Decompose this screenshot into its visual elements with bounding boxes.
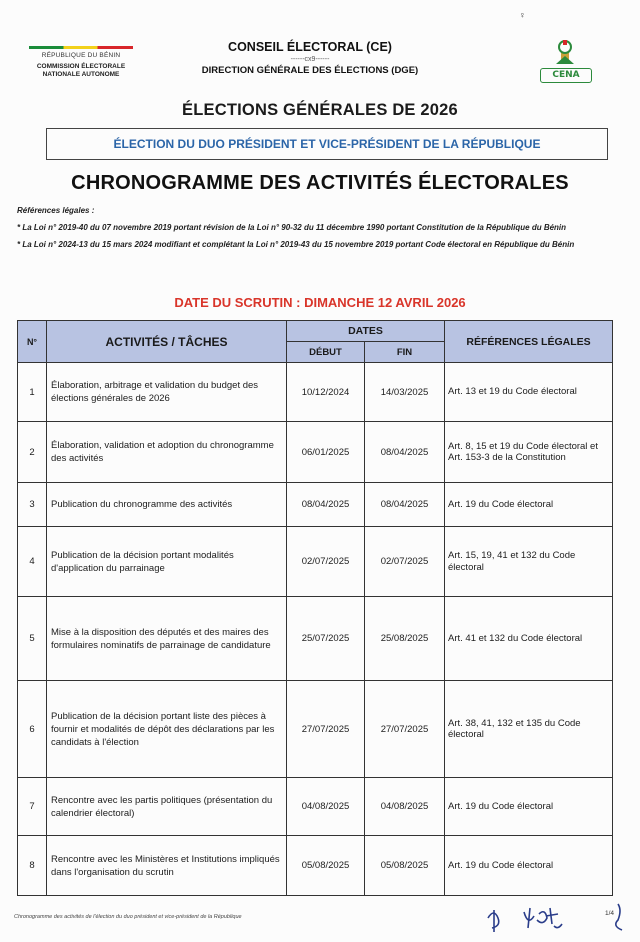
table-row <box>18 527 613 597</box>
header-start: DÉBUT <box>287 342 365 363</box>
header-refs: RÉFÉRENCES LÉGALES <box>445 321 613 363</box>
footer-note: Chronogramme des activités de l'élection du duo président et vice-président de la République <box>14 914 242 920</box>
row-num: 7 <box>18 778 47 836</box>
row-ref: Art. 38, 41, 132 et 135 du Code électoral <box>445 681 613 778</box>
row-activity: Publication de la décision portant modalités d'application du parrainage <box>47 527 287 597</box>
election-subtitle: ÉLECTION DU DUO PRÉSIDENT ET VICE-PRÉSIDENT DE LA RÉPUBLIQUE <box>46 128 608 160</box>
row-activity: Rencontre avec les partis politiques (présentation du calendrier électoral) <box>47 778 287 836</box>
election-date: DATE DU SCRUTIN : DIMANCHE 12 AVRIL 2026 <box>174 295 466 310</box>
commission-line-1: COMMISSION ÉLECTORALE <box>36 63 126 70</box>
ornament: ------cx9------ <box>290 56 330 63</box>
row-end: 25/08/2025 <box>365 597 445 681</box>
row-activity: Rencontre avec les Ministères et Institutions impliqués dans l'organisation du scrutin <box>47 836 287 896</box>
row-end: 04/08/2025 <box>365 778 445 836</box>
row-ref: Art. 19 du Code électoral <box>445 483 613 527</box>
row-ref: Art. 41 et 132 du Code électoral <box>445 597 613 681</box>
document-title: ÉLECTIONS GÉNÉRALES DE 2026 <box>182 101 458 119</box>
table-row <box>18 681 613 778</box>
table-row <box>18 422 613 483</box>
row-start: 06/01/2025 <box>287 422 365 483</box>
header-left <box>22 46 140 78</box>
row-start: 08/04/2025 <box>287 483 365 527</box>
reference-item-2: * La Loi n° 2024-13 du 15 mars 2024 modifiant et complétant la Loi n° 2019-43 du 15 novembre 2019 portant Code électoral en République du Bénin <box>17 240 575 249</box>
republic-label: RÉPUBLIQUE DU BÉNIN <box>41 52 121 59</box>
row-ref: Art. 15, 19, 41 et 132 du Code électoral <box>445 527 613 597</box>
activities-table <box>17 320 613 896</box>
row-num: 2 <box>18 422 47 483</box>
row-num: 4 <box>18 527 47 597</box>
reference-item-1: * La Loi n° 2019-40 du 07 novembre 2019 portant révision de la Loi n° 90-32 du 11 décembre 1990 portant Constitution de la République du Bénin <box>17 223 567 232</box>
emblem-icon <box>552 38 578 66</box>
header-num: N° <box>18 321 47 363</box>
table-row <box>18 483 613 527</box>
table-row <box>18 363 613 422</box>
commission-line-2: NATIONALE AUTONOME <box>42 70 120 78</box>
chronogram-heading: CHRONOGRAMME DES ACTIVITÉS ÉLECTORALES <box>71 172 569 194</box>
page-number: 1/4 <box>605 910 615 917</box>
row-ref: Art. 19 du Code électoral <box>445 836 613 896</box>
row-activity: Élaboration, arbitrage et validation du budget des élections générales de 2026 <box>47 363 287 422</box>
legal-references <box>17 205 613 256</box>
table-row <box>18 836 613 896</box>
commission-name <box>22 63 140 78</box>
row-activity: Publication du chronogramme des activités <box>47 483 287 527</box>
table-row <box>18 597 613 681</box>
row-num: 1 <box>18 363 47 422</box>
row-end: 14/03/2025 <box>365 363 445 422</box>
row-num: 3 <box>18 483 47 527</box>
references-label: Références légales : <box>17 206 95 215</box>
header-dates: DATES <box>287 321 445 342</box>
row-start: 27/07/2025 <box>287 681 365 778</box>
row-activity: Élaboration, validation et adoption du chronogramme des activités <box>47 422 287 483</box>
row-start: 02/07/2025 <box>287 527 365 597</box>
row-start: 25/07/2025 <box>287 597 365 681</box>
row-num: 8 <box>18 836 47 896</box>
direction-title: DIRECTION GÉNÉRALE DES ÉLECTIONS (DGE) <box>201 65 419 76</box>
row-end: 05/08/2025 <box>365 836 445 896</box>
header-center <box>160 40 460 76</box>
row-activity: Publication de la décision portant liste des pièces à fournir et modalités de dépôt des déclarations par les candidats à l'élection <box>47 681 287 778</box>
header-activity: ACTIVITÉS / TÂCHES <box>47 321 287 363</box>
cena-logo-text: CENA <box>540 68 592 83</box>
row-end: 27/07/2025 <box>365 681 445 778</box>
initials-signature <box>484 900 634 934</box>
row-num: 6 <box>18 681 47 778</box>
scan-mark: ♀ <box>519 10 526 20</box>
cena-logo <box>534 38 598 88</box>
row-ref: Art. 13 et 19 du Code électoral <box>445 363 613 422</box>
row-ref: Art. 19 du Code électoral <box>445 778 613 836</box>
row-start: 04/08/2025 <box>287 778 365 836</box>
row-activity: Mise à la disposition des députés et des maires des formulaires nominatifs de parrainage de candidature <box>47 597 287 681</box>
row-end: 08/04/2025 <box>365 422 445 483</box>
table-row <box>18 778 613 836</box>
row-end: 02/07/2025 <box>365 527 445 597</box>
flag-stripe <box>29 46 133 49</box>
council-title: CONSEIL ÉLECTORAL (CE) <box>228 40 392 54</box>
row-ref: Art. 8, 15 et 19 du Code électoral et Art. 153-3 de la Constitution <box>445 422 613 483</box>
row-num: 5 <box>18 597 47 681</box>
row-start: 10/12/2024 <box>287 363 365 422</box>
row-end: 08/04/2025 <box>365 483 445 527</box>
row-start: 05/08/2025 <box>287 836 365 896</box>
header-end: FIN <box>365 342 445 363</box>
